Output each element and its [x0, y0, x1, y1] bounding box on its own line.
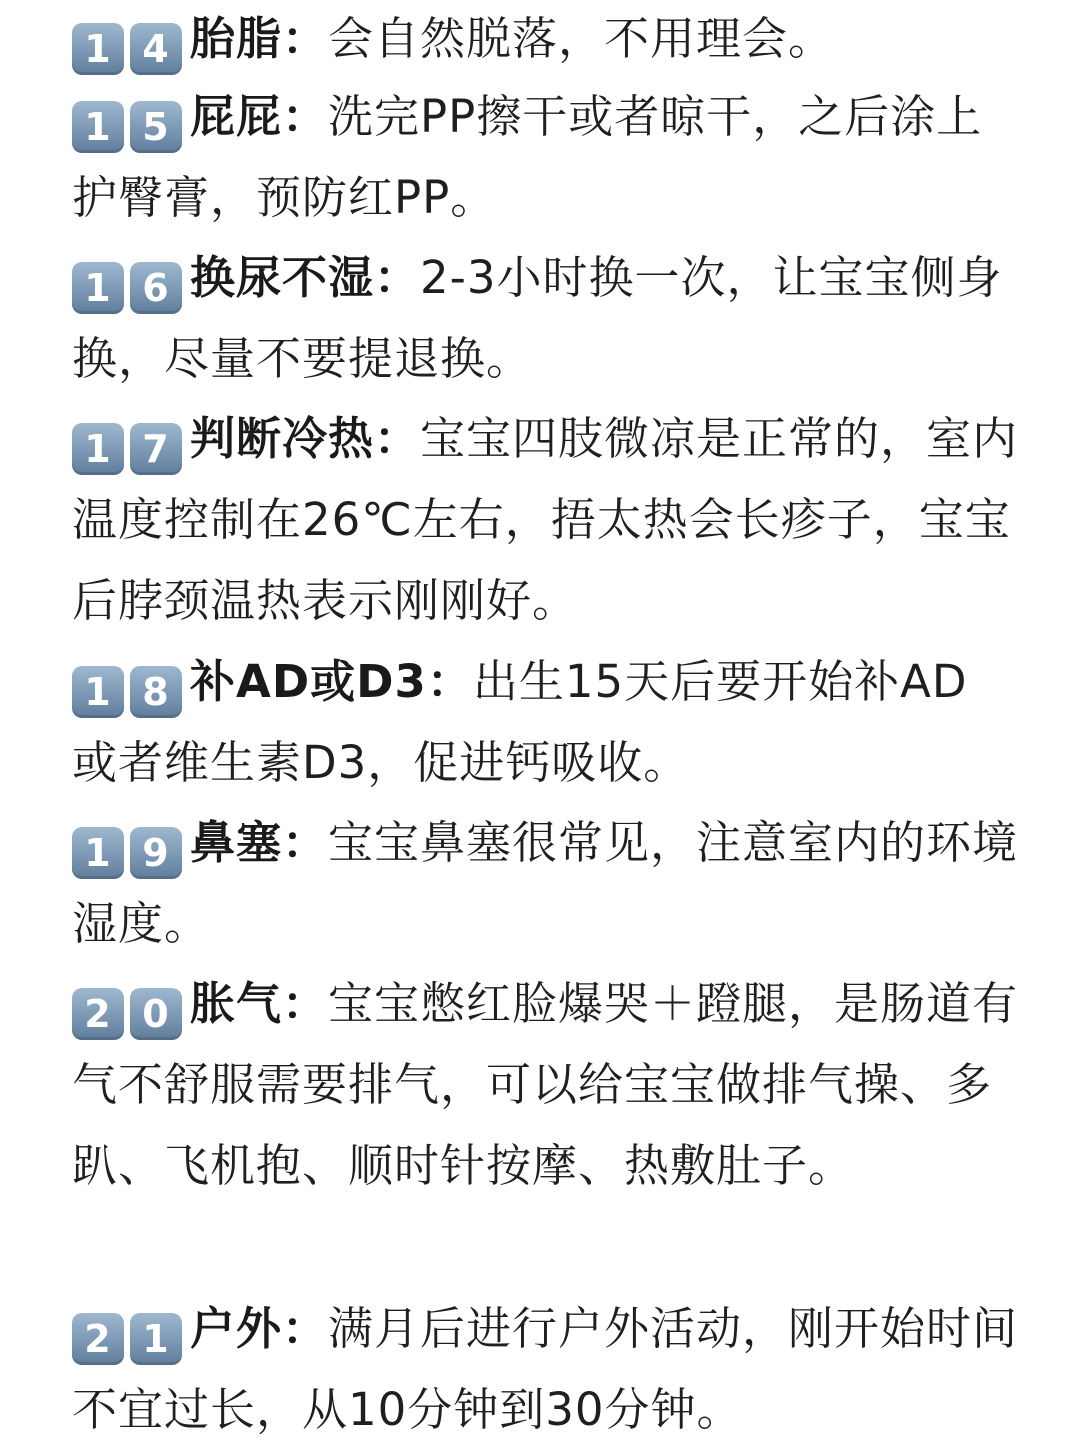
number-badge: 7 [130, 423, 182, 475]
tip-item-19 [72, 802, 1032, 964]
number-badge: 5 [130, 101, 182, 153]
tip-text: 出生15天后要开始补AD或者维生素D3，促进钙吸收。 [72, 655, 968, 789]
number-badge: 9 [130, 827, 182, 879]
tip-term: 胎脂： [190, 12, 329, 65]
tip-item-18 [72, 641, 1007, 803]
tip-text: 宝宝鼻塞很常见，注意室内的环境湿度。 [72, 816, 1019, 950]
tip-text: 洗完PP擦干或者晾干，之后涂上护臀膏，预防红PP。 [72, 90, 983, 224]
number-badge: 2 [72, 1313, 124, 1365]
tip-term: 胀气： [190, 977, 329, 1030]
tip-text: 会自然脱落，不用理会。 [328, 12, 835, 65]
number-badge: 1 [130, 1313, 182, 1365]
tip-item-16 [72, 237, 1007, 399]
number-badge: 1 [72, 101, 124, 153]
tip-item-20 [72, 963, 1032, 1206]
number-badge: 8 [130, 666, 182, 718]
number-badge: 1 [72, 423, 124, 475]
tip-term: 补AD或D3： [190, 655, 473, 708]
number-badge: 1 [72, 262, 124, 314]
tip-text: 宝宝憋红脸爆哭＋蹬腿，是肠道有气不舒服需要排气，可以给宝宝做排气操、多趴、飞机抱、顺时针按摩、热敷肚子。 [72, 977, 1019, 1192]
tip-item-17 [72, 398, 1032, 641]
tip-term: 屁屁： [190, 90, 329, 143]
number-badge: 0 [130, 988, 182, 1040]
tip-term: 鼻塞： [190, 816, 329, 869]
tip-text: 满月后进行户外活动，刚开始时间不宜过长，从10分钟到30分钟。 [72, 1302, 1019, 1436]
tip-item-21 [72, 1288, 1032, 1450]
number-badge: 2 [72, 988, 124, 1040]
number-badge: 1 [72, 827, 124, 879]
number-badge: 1 [72, 23, 124, 75]
tip-text: 2-3小时换一次，让宝宝侧身换，尽量不要提退换。 [72, 251, 1003, 385]
number-badge: 1 [72, 666, 124, 718]
tip-term: 户外： [190, 1302, 329, 1355]
number-badge: 6 [130, 262, 182, 314]
tip-item-15 [72, 76, 992, 238]
tip-term: 换尿不湿： [190, 251, 421, 304]
tip-term: 判断冷热： [190, 412, 421, 465]
tip-item-14 [72, 0, 1032, 79]
number-badge: 4 [130, 23, 182, 75]
tip-text: 宝宝四肢微凉是正常的，室内温度控制在26℃左右，捂太热会长疹子，宝宝后脖颈温热表示刚刚好。 [72, 412, 1019, 627]
